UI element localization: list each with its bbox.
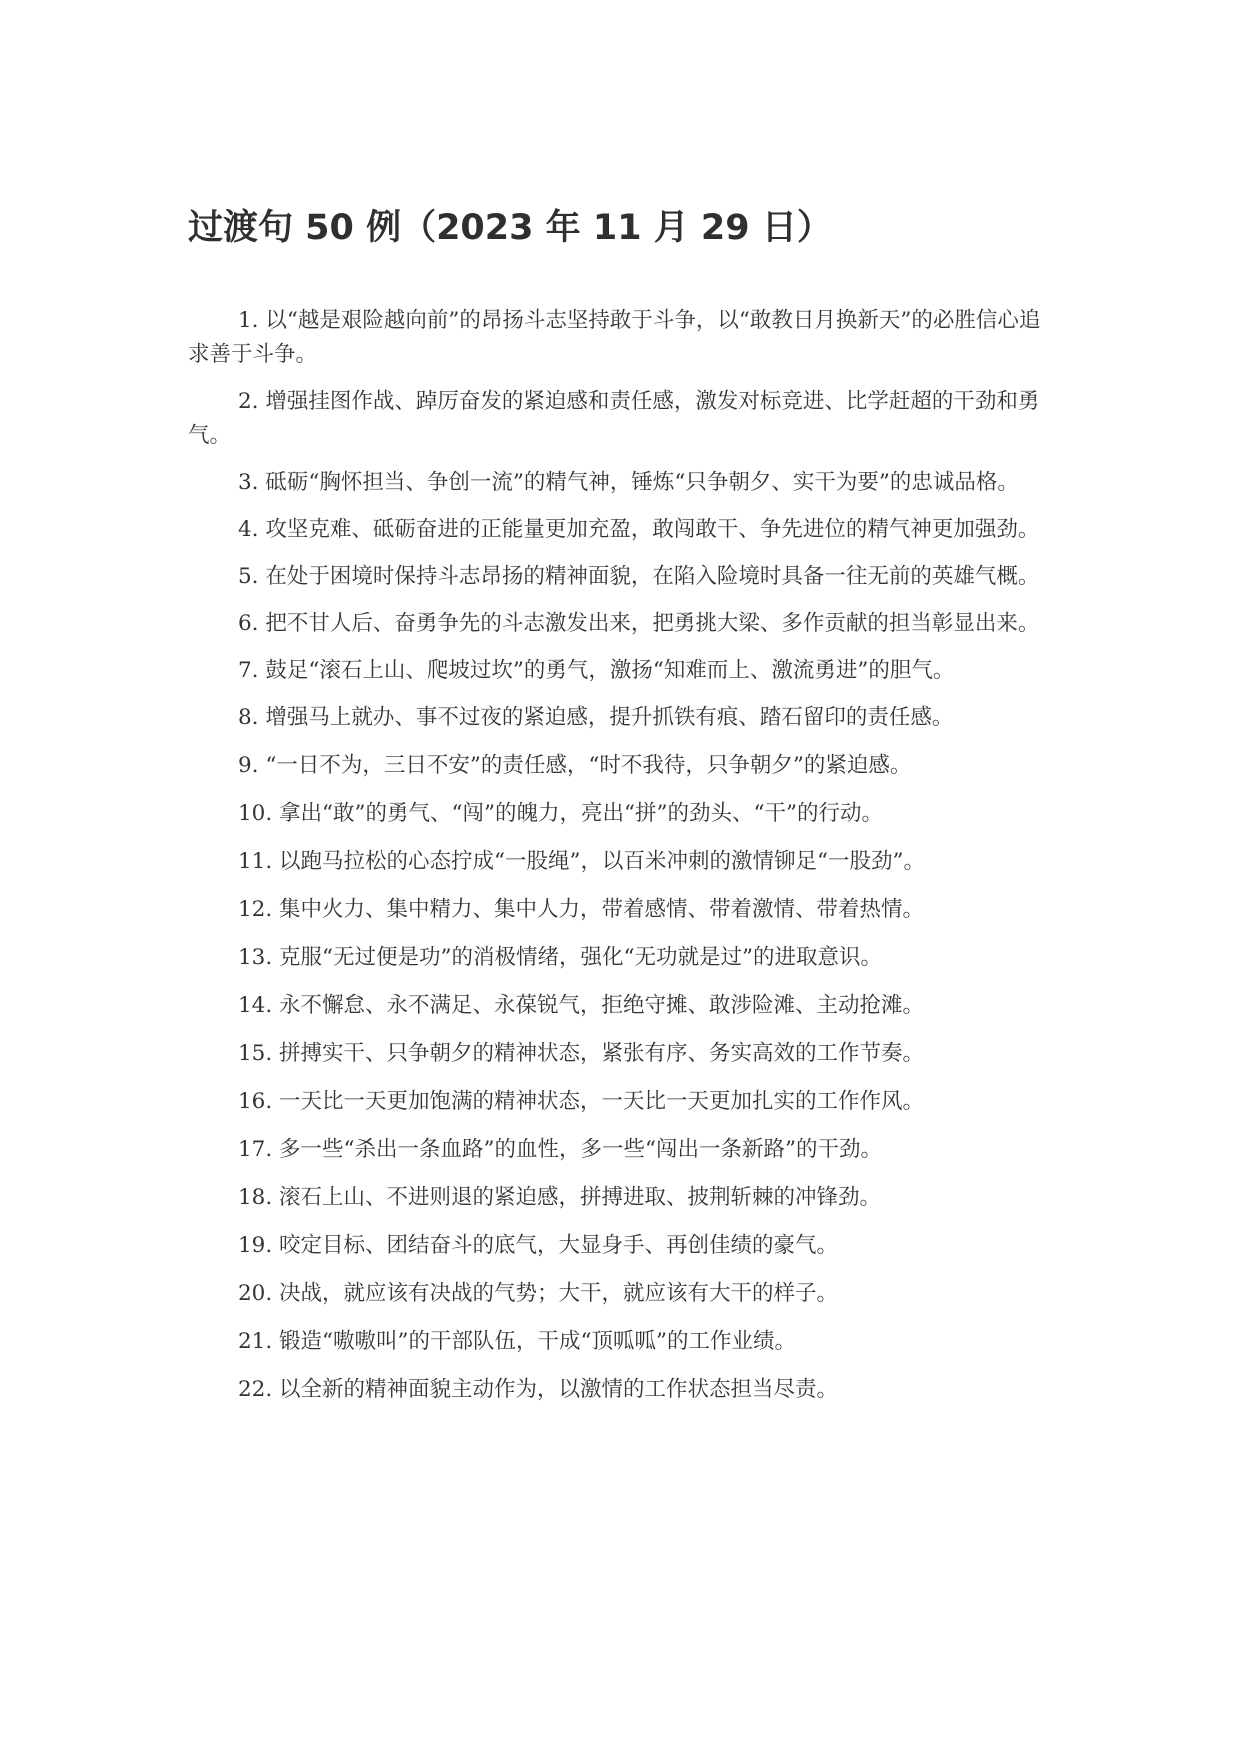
list-item: 14. 永不懈怠、永不满足、永葆锐气，拒绝守摊、敢涉险滩、主动抢滩。: [238, 993, 925, 1018]
list-item: 9. “一日不为，三日不安”的责任感，“时不我待，只争朝夕”的紧迫感。: [238, 753, 912, 778]
list-item: 12. 集中火力、集中精力、集中人力，带着感情、带着激情、带着热情。: [238, 897, 925, 922]
list-item: 8. 增强马上就办、事不过夜的紧迫感，提升抓铁有痕、踏石留印的责任感。: [238, 705, 954, 730]
list-item: 6. 把不甘人后、奋勇争先的斗志激发出来，把勇挑大梁、多作贡献的担当彰显出来。: [238, 611, 1040, 636]
list-item: 1. 以“越是艰险越向前”的昂扬斗志坚持敢于斗争，以“敢教日月换新天”的必胜信心追求善于斗争。: [188, 308, 1041, 367]
list-item: 2. 增强挂图作战、踔厉奋发的紧迫感和责任感，激发对标竞进、比学赶超的干劲和勇气。: [188, 389, 1040, 448]
list-item: 5. 在处于困境时保持斗志昂扬的精神面貌，在陷入险境时具备一往无前的英雄气概。: [238, 564, 1040, 589]
list-item: 4. 攻坚克难、砥砺奋进的正能量更加充盈，敢闯敢干、争先进位的精气神更加强劲。: [238, 517, 1040, 542]
list-item: 17. 多一些“杀出一条血路”的血性，多一些“闯出一条新路”的干劲。: [238, 1137, 882, 1162]
list-item: 19. 咬定目标、团结奋斗的底气，大显身手、再创佳绩的豪气。: [238, 1233, 839, 1258]
document-title: 过渡句 50 例（2023 年 11 月 29 日）: [188, 208, 832, 248]
sentence-list: [188, 304, 1054, 1421]
list-item: 13. 克服“无过便是功”的消极情绪，强化“无功就是过”的进取意识。: [238, 945, 882, 970]
list-item: 11. 以跑马拉松的心态拧成“一股绳”，以百米冲刺的激情铆足“一股劲”。: [238, 849, 925, 874]
list-item: 16. 一天比一天更加饱满的精神状态，一天比一天更加扎实的工作作风。: [238, 1089, 925, 1114]
list-item: 22. 以全新的精神面貌主动作为，以激情的工作状态担当尽责。: [238, 1377, 839, 1402]
list-item: 7. 鼓足“滚石上山、爬坡过坎”的勇气，激扬“知难而上、激流勇进”的胆气。: [238, 658, 955, 683]
list-item: 10. 拿出“敢”的勇气、“闯”的魄力，亮出“拼”的劲头、“干”的行动。: [238, 801, 883, 826]
list-item: 15. 拼搏实干、只争朝夕的精神状态，紧张有序、务实高效的工作节奏。: [238, 1041, 925, 1066]
list-item: 18. 滚石上山、不进则退的紧迫感，拼搏进取、披荆斩棘的冲锋劲。: [238, 1185, 882, 1210]
list-item: 20. 决战，就应该有决战的气势；大干，就应该有大干的样子。: [238, 1281, 839, 1306]
list-item: 21. 锻造“嗷嗷叫”的干部队伍，干成“顶呱呱”的工作业绩。: [238, 1329, 796, 1354]
list-item: 3. 砥砺“胸怀担当、争创一流”的精气神，锤炼“只争朝夕、实干为要”的忠诚品格。: [238, 470, 1019, 495]
